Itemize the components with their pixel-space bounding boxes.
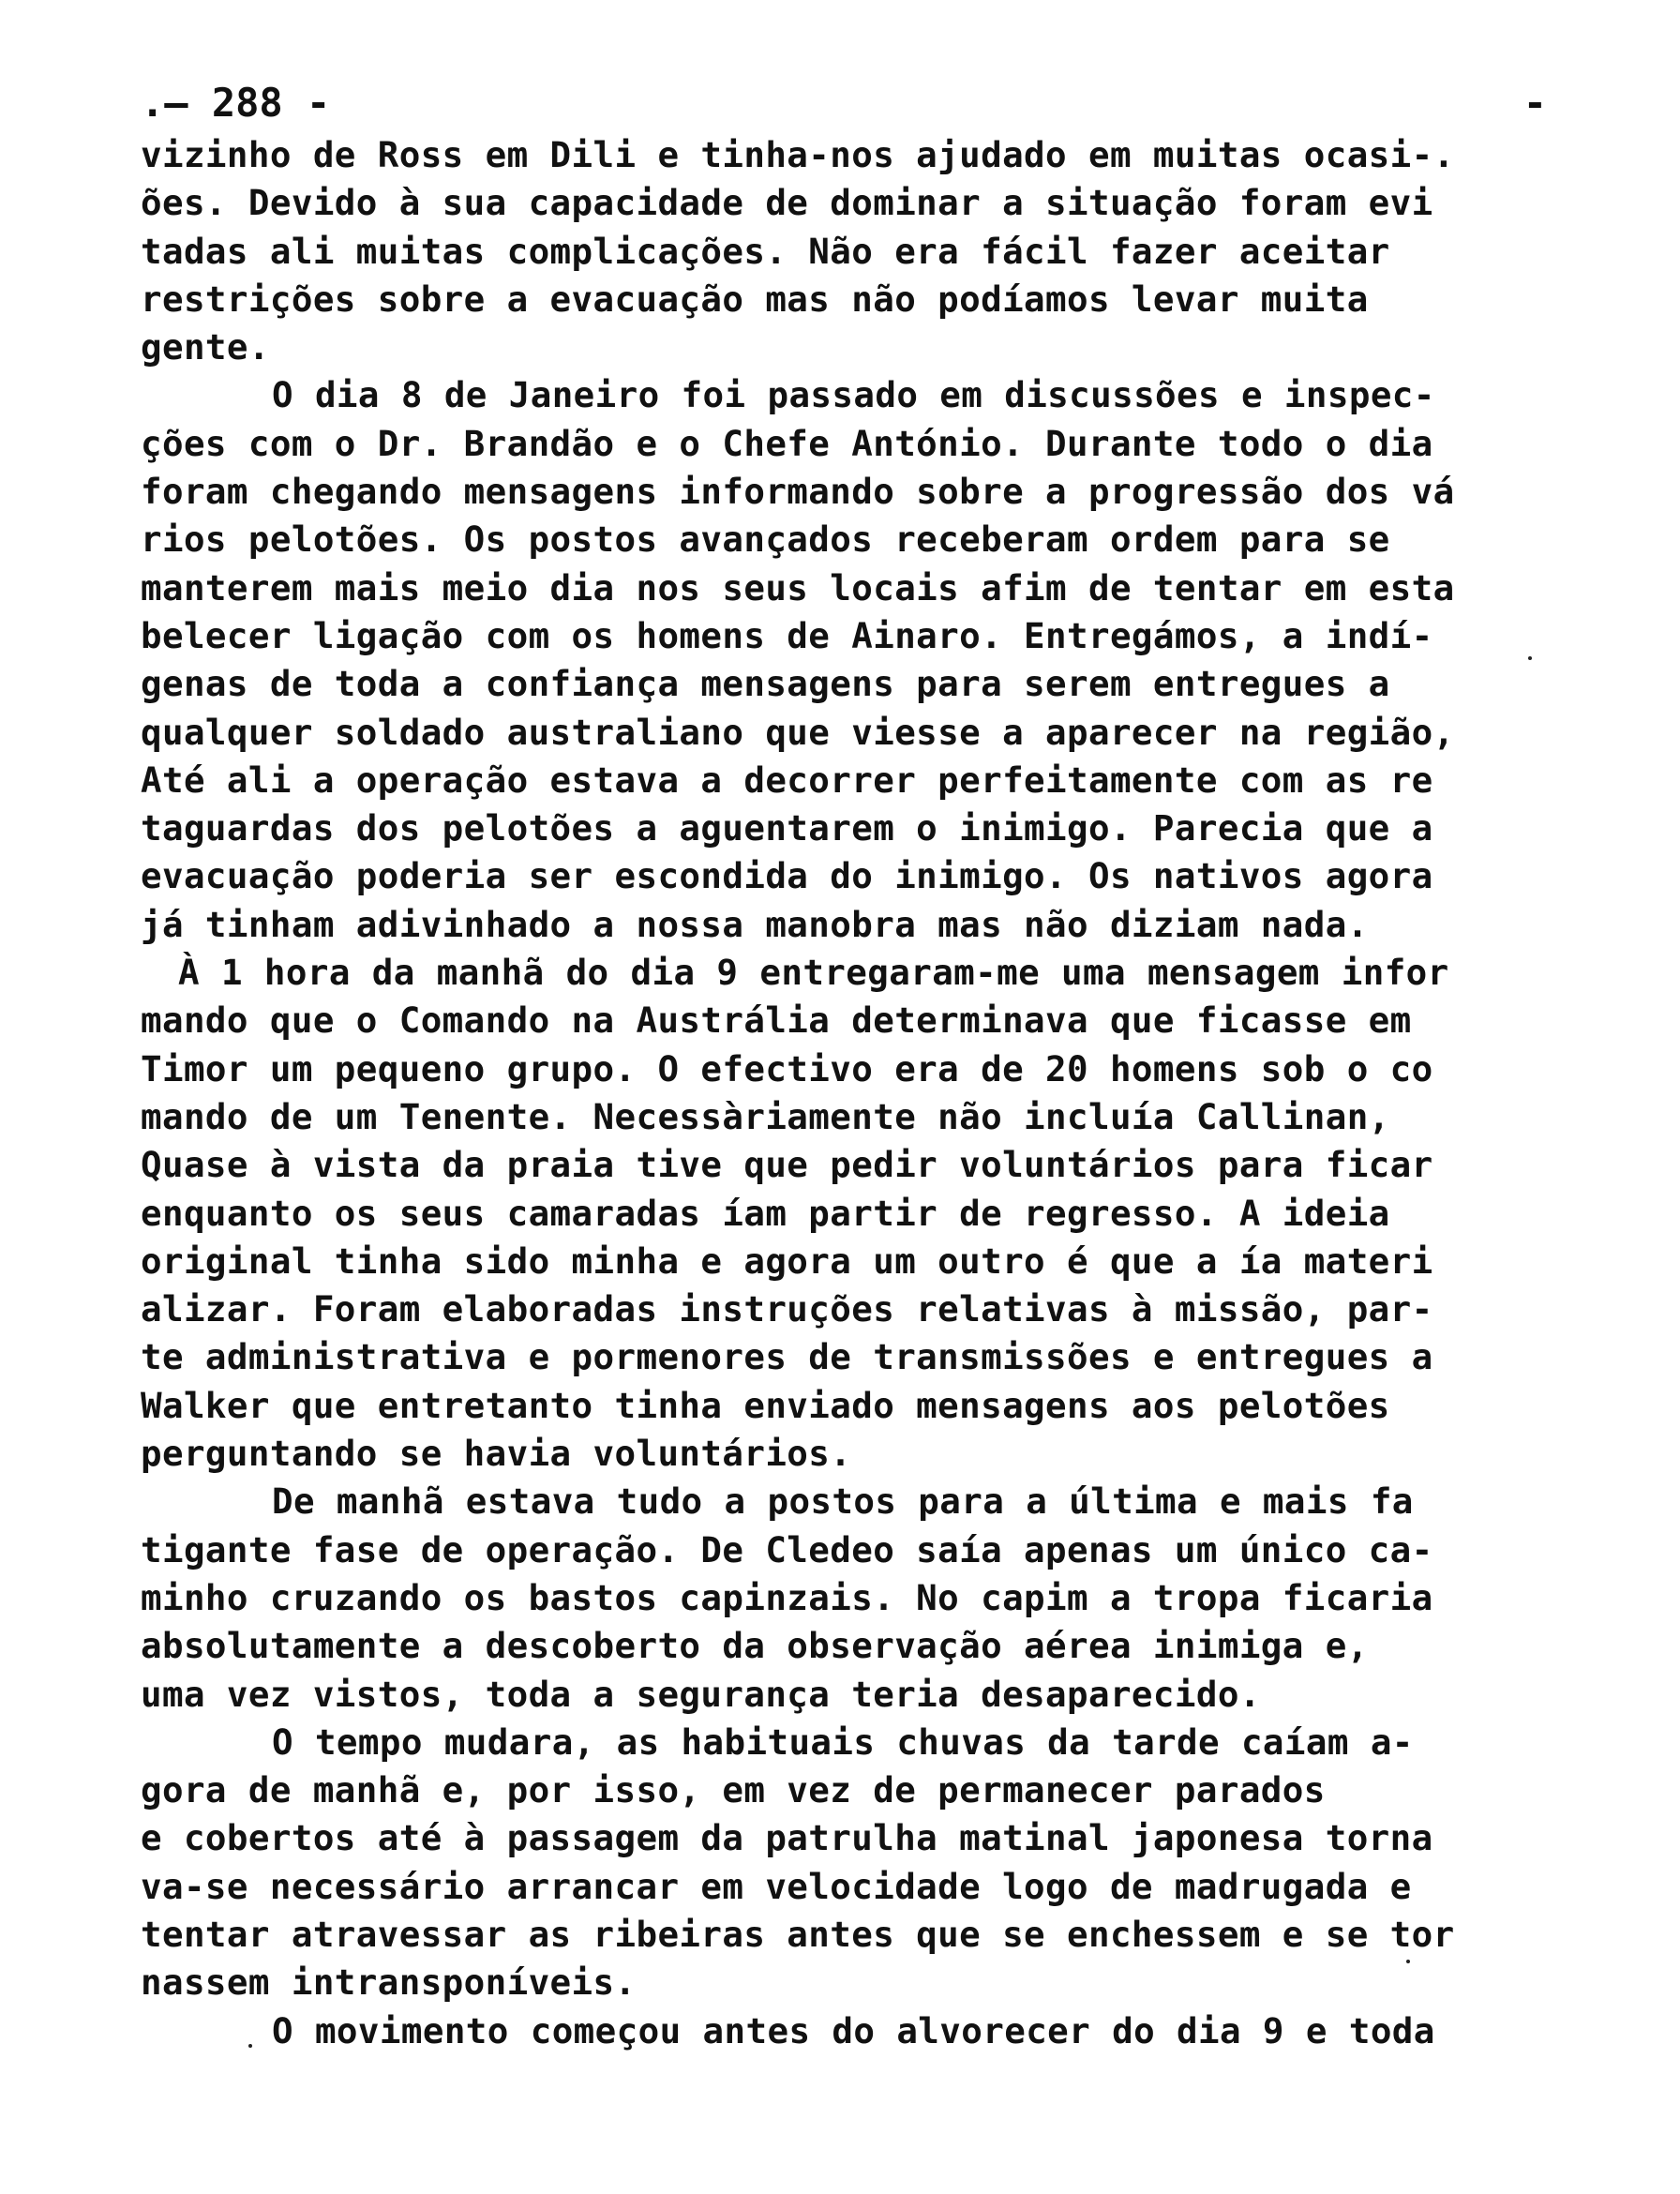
paragraph-start-line: À 1 hora da manhã do dia 9 entregaram-me uma mensagem infor xyxy=(178,952,1449,994)
text-line: absolutamente a descoberto da observação aérea inimiga e, xyxy=(141,1625,1369,1667)
text-line: tigante fase de operação. De Cledeo saía apenas um único ca- xyxy=(141,1528,1433,1570)
text-line: já tinham adivinhado a nossa manobra mas não diziam nada. xyxy=(141,903,1369,945)
text-line: gora de manhã e, por isso, em vez de permanecer parados xyxy=(141,1769,1326,1811)
text-line: te administrativa e pormenores de transmissões e entregues a xyxy=(141,1336,1433,1378)
text-line: manterem mais meio dia nos seus locais afim de tentar em esta xyxy=(141,566,1455,609)
text-line: foram chegando mensagens informando sobre a progressão dos vá xyxy=(141,471,1455,513)
paragraph-start-line: O dia 8 de Janeiro foi passado em discussões e inspec- xyxy=(272,374,1435,416)
paragraph-start-line: O movimento começou antes do alvorecer do dia 9 e toda xyxy=(272,2009,1435,2051)
text-line: rios pelotões. Os postos avançados receberam ordem para se xyxy=(141,518,1390,561)
text-line: vizinho de Ross em Dili e tinha-nos ajudado em muitas ocasi-. xyxy=(141,134,1455,175)
text-line: genas de toda a confiança mensagens para serem entregues a xyxy=(141,663,1390,705)
text-line: va-se necessário arrancar em velocidade logo de madrugada e xyxy=(141,1865,1412,1907)
text-line: Walker que entretanto tinha enviado mensagens aos pelotões xyxy=(141,1384,1390,1426)
text-line: mando que o Comando na Austrália determinava que ficasse em xyxy=(141,999,1412,1042)
typewritten-body xyxy=(141,131,1566,2055)
text-line: alizar. Foram elaboradas instruções relativas à missão, par- xyxy=(141,1288,1433,1330)
header-mark: - xyxy=(1522,80,1547,126)
paragraph-start-line: De manhã estava tudo a postos para a última e mais fa xyxy=(272,1480,1414,1523)
ink-speck xyxy=(1406,1960,1410,1963)
text-line: tadas ali muitas complicações. Não era fácil fazer aceitar xyxy=(141,230,1390,272)
text-line: taguardas dos pelotões a aguentarem o inimigo. Parecia que a xyxy=(141,807,1433,849)
text-line: uma vez vistos, toda a segurança teria desaparecido. xyxy=(141,1673,1261,1715)
text-line: gente. xyxy=(141,326,270,368)
text-line: Timor um pequeno grupo. O efectivo era de 20 homens sob o co xyxy=(141,1047,1433,1089)
text-line: ções com o Dr. Brandão e o Chefe António. Durante todo o dia xyxy=(141,422,1433,464)
text-line: restrições sobre a evacuação mas não podíamos levar muita xyxy=(141,278,1369,320)
text-line: enquanto os seus camaradas íam partir de regresso. A ideia xyxy=(141,1192,1390,1234)
text-line: Quase à vista da praia tive que pedir voluntários para ficar xyxy=(141,1144,1433,1186)
text-line: minho cruzando os bastos capinzais. No capim a tropa ficaria xyxy=(141,1576,1433,1618)
page-number: .– 288 - xyxy=(141,80,331,126)
paragraph-start-line: O tempo mudara, as habituais chuvas da tarde caíam a- xyxy=(272,1721,1414,1763)
text-line: belecer ligação com os homens de Ainaro. Entregámos, a indí- xyxy=(141,614,1433,656)
page-header xyxy=(141,77,1547,133)
text-line: Até ali a operação estava a decorrer perfeitamente com as re xyxy=(141,759,1433,801)
text-line: original tinha sido minha e agora um outro é que a ía materi xyxy=(141,1240,1433,1282)
text-line: evacuação poderia ser escondida do inimigo. Os nativos agora xyxy=(141,855,1433,897)
text-line: mando de um Tenente. Necessàriamente não incluía Callinan, xyxy=(141,1095,1390,1137)
text-line: qualquer soldado australiano que viesse a aparecer na região, xyxy=(141,711,1455,753)
ink-speck xyxy=(248,2044,252,2048)
text-line: nassem intransponíveis. xyxy=(141,1961,637,2004)
text-line: perguntando se havia voluntários. xyxy=(141,1433,852,1475)
text-line: tentar atravessar as ribeiras antes que se enchessem e se tor xyxy=(141,1913,1455,1955)
text-line: e cobertos até à passagem da patrulha matinal japonesa torna xyxy=(141,1817,1433,1859)
text-line: ões. Devido à sua capacidade de dominar a situação foram evi xyxy=(141,182,1433,224)
ink-speck xyxy=(1528,656,1532,660)
